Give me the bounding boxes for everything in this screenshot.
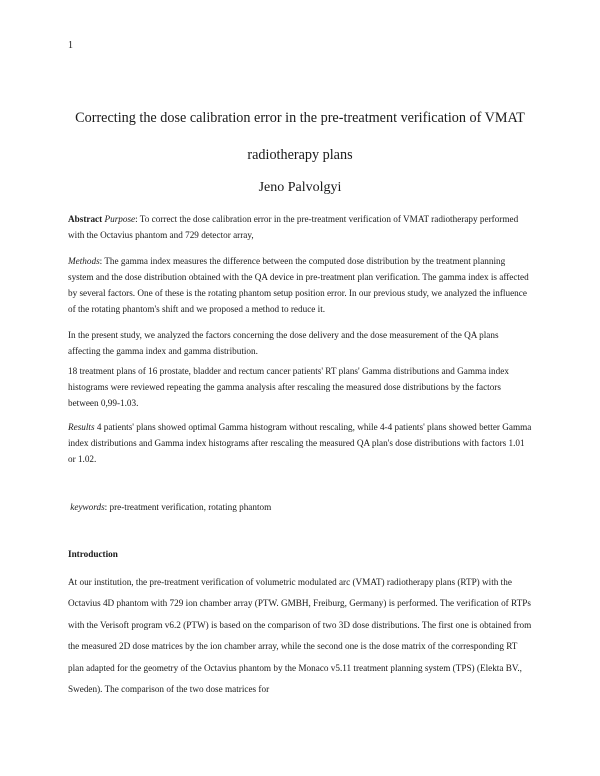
methods-label: Methods [68, 256, 100, 266]
abstract-label: Abstract [68, 214, 103, 224]
purpose-label: Purpose [104, 214, 136, 224]
present-study-text: In the present study, we analyzed the factors concerning the dose delivery and the dose measurement of the QA plans affecting the gamma index and gamma distribution. [68, 330, 499, 356]
keywords-paragraph [68, 499, 532, 515]
results-label: Results [68, 422, 95, 432]
introduction-heading: Introduction [68, 549, 118, 559]
keywords-label: keywords [70, 502, 105, 512]
abstract-results-paragraph [68, 419, 532, 467]
introduction-paragraph [68, 572, 532, 700]
author-name: Jeno Palvolgyi [258, 180, 342, 195]
page-number: 1 [68, 40, 73, 51]
introduction-text: At our institution, the pre-treatment verification of volumetric modulated arc (VMAT) radiotherapy plans (RTP) with the Octavius 4D phantom with 729 ion chamber array (PTW. GMBH, Freiburg, Germany) is performed. The verification of RTPs with the Verisoft program v6.2 (PTW) is based on the comparison of two 3D dose distributions. The first one is obtained from the measured 2D dose matrices by the ion chamber array, while the second one is the dose matrix of the corresponding RT plan adapted for the geometry of the Octavius phantom by the Monaco v5.11 treatment planning system (TPS) (Elekta BV., Sweden). The comparison of the two dose matrices for [68, 577, 532, 695]
abstract-present-study-paragraph [68, 327, 532, 359]
methods-text: : The gamma index measures the difference between the computed dose distribution by the treatment planning system and the dose distribution obtained with the QA device in pre-treatment plan verification. The gamma index is affected by several factors. One of these is the rotating phantom setup position error. In our previous study, we analyzed the influence of the rotating phantom's shift and we proposed a method to reduce it. [68, 256, 529, 314]
abstract-methods-paragraph [68, 253, 532, 317]
results-text: 4 patients' plans showed optimal Gamma histogram without rescaling, while 4-4 patients' plans showed better Gamma index distributions and Gamma index histograms after rescaling the measured QA plan's dose distributions with factors 1.01 or 1.02. [68, 422, 532, 464]
abstract-purpose-paragraph [68, 211, 532, 243]
keywords-text: : pre-treatment verification, rotating phantom [104, 502, 272, 512]
abstract-plans-paragraph [68, 363, 532, 411]
plans-text: 18 treatment plans of 16 prostate, bladder and rectum cancer patients' RT plans' Gamma distributions and Gamma index histograms were reviewed repeating the gamma analysis after rescaling the measured dose distributions by the factors between 0,99-1.03. [68, 366, 509, 408]
title-line-1: Correcting the dose calibration error in the pre-treatment verification of VMAT [75, 110, 525, 126]
title-line-2: radiotherapy plans [247, 147, 353, 163]
purpose-text: : To correct the dose calibration error in the pre-treatment verification of VMAT radiotherapy performed with the Octavius phantom and 729 detector array, [68, 214, 519, 240]
